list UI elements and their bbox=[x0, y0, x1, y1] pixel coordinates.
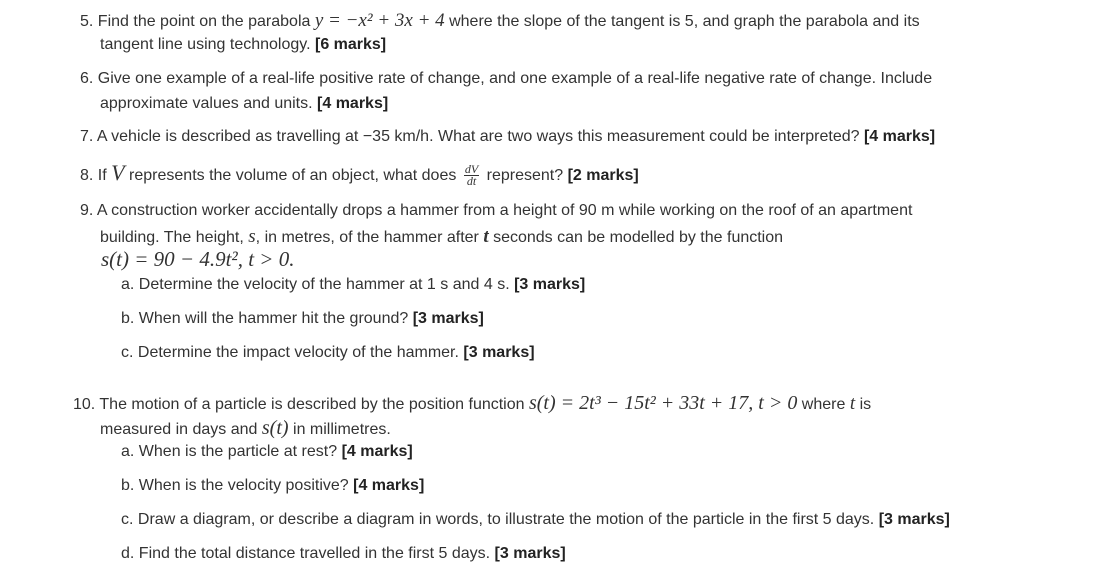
question-number: 6. bbox=[80, 70, 94, 87]
variable: s bbox=[248, 226, 256, 247]
variable: s(t) bbox=[261, 417, 289, 439]
fraction-numerator: dV bbox=[464, 162, 479, 177]
question-text: tangent line using technology. bbox=[100, 36, 311, 53]
part-label: c. bbox=[121, 511, 134, 528]
position-function: s(t) = 2t³ − 15t² + 33t + 17, t > 0 bbox=[528, 392, 798, 414]
question-text: A vehicle is described as travelling at −35 km/h. What are two ways this measurement could be interpreted? bbox=[96, 128, 860, 145]
question-text: , in metres, of the hammer after bbox=[255, 229, 479, 246]
marks: [3 marks] bbox=[514, 276, 586, 293]
question-text: seconds can be modelled by the function bbox=[493, 229, 784, 246]
variable: V bbox=[111, 160, 125, 185]
marks: [6 marks] bbox=[314, 36, 387, 53]
question-text: approximate values and units. bbox=[100, 95, 313, 112]
part-text: Determine the impact velocity of the hammer. bbox=[137, 344, 459, 361]
question-number: 9. bbox=[80, 202, 94, 219]
marks: [4 marks] bbox=[353, 477, 425, 494]
question-10-line-2 bbox=[100, 417, 391, 440]
question-text: building. The height, bbox=[100, 229, 244, 246]
marks: [4 marks] bbox=[863, 128, 936, 145]
variable: t bbox=[849, 393, 856, 414]
marks: [2 marks] bbox=[567, 167, 639, 184]
fraction-denominator: dt bbox=[466, 174, 477, 189]
question-10b bbox=[121, 477, 424, 495]
part-text: Determine the velocity of the hammer at 1 s and 4 s. bbox=[138, 276, 510, 293]
part-text: Find the total distance travelled in the first 5 days. bbox=[138, 545, 491, 562]
question-6-line-2 bbox=[100, 95, 388, 113]
question-10-line-1 bbox=[73, 392, 871, 415]
equation: y = −x² + 3x + 4 bbox=[314, 10, 445, 31]
variable: t bbox=[483, 226, 489, 247]
question-10c bbox=[121, 511, 950, 529]
question-9c bbox=[121, 344, 535, 362]
question-5-line-1 bbox=[80, 10, 920, 32]
part-label: d. bbox=[121, 545, 135, 562]
question-number: 7. bbox=[80, 128, 94, 145]
question-10d bbox=[121, 545, 566, 563]
part-text: Draw a diagram, or describe a diagram in words, to illustrate the motion of the particle in the first 5 days. bbox=[137, 511, 875, 528]
marks: [4 marks] bbox=[317, 95, 389, 112]
marks: [4 marks] bbox=[341, 443, 413, 460]
question-text: Find the point on the parabola bbox=[97, 13, 311, 30]
question-text: measured in days and bbox=[100, 421, 258, 438]
derivative-fraction bbox=[464, 164, 479, 187]
question-text: in millimetres. bbox=[293, 421, 391, 438]
question-text: A construction worker accidentally drops a hammer from a height of 90 m while working on the roof of an apartment bbox=[96, 202, 913, 219]
question-9b bbox=[121, 310, 484, 328]
part-label: c. bbox=[121, 344, 134, 361]
question-6-line-1 bbox=[80, 70, 932, 88]
marks: [3 marks] bbox=[494, 545, 566, 562]
question-text: If bbox=[97, 167, 107, 184]
marks: [3 marks] bbox=[878, 511, 950, 528]
question-5-line-2 bbox=[100, 36, 386, 54]
question-9-line-1 bbox=[80, 202, 912, 220]
part-label: b. bbox=[121, 477, 135, 494]
question-text: is bbox=[859, 396, 872, 413]
question-number: 10. bbox=[73, 396, 96, 413]
question-text: where bbox=[801, 396, 846, 413]
marks: [3 marks] bbox=[412, 310, 484, 327]
question-text: where the slope of the tangent is 5, and graph the parabola and its bbox=[449, 13, 920, 30]
question-7 bbox=[80, 128, 935, 146]
question-text: The motion of a particle is described by the position function bbox=[99, 396, 525, 413]
question-8 bbox=[80, 160, 639, 187]
question-10a bbox=[121, 443, 413, 461]
question-number: 5. bbox=[80, 13, 94, 30]
part-text: When is the particle at rest? bbox=[138, 443, 338, 460]
height-formula: s(t) = 90 − 4.9t², t > 0. bbox=[101, 247, 295, 271]
part-label: a. bbox=[121, 276, 135, 293]
part-text: When is the velocity positive? bbox=[138, 477, 349, 494]
question-text: represents the volume of an object, what does bbox=[129, 167, 457, 184]
question-9-line-2 bbox=[100, 226, 783, 248]
part-text: When will the hammer hit the ground? bbox=[138, 310, 409, 327]
question-text: represent? bbox=[486, 167, 564, 184]
part-label: a. bbox=[121, 443, 135, 460]
question-number: 8. bbox=[80, 167, 94, 184]
question-9a bbox=[121, 276, 585, 294]
question-text: Give one example of a real-life positive rate of change, and one example of a real-life negative rate of change. Include bbox=[97, 70, 933, 87]
part-label: b. bbox=[121, 310, 135, 327]
marks: [3 marks] bbox=[463, 344, 535, 361]
